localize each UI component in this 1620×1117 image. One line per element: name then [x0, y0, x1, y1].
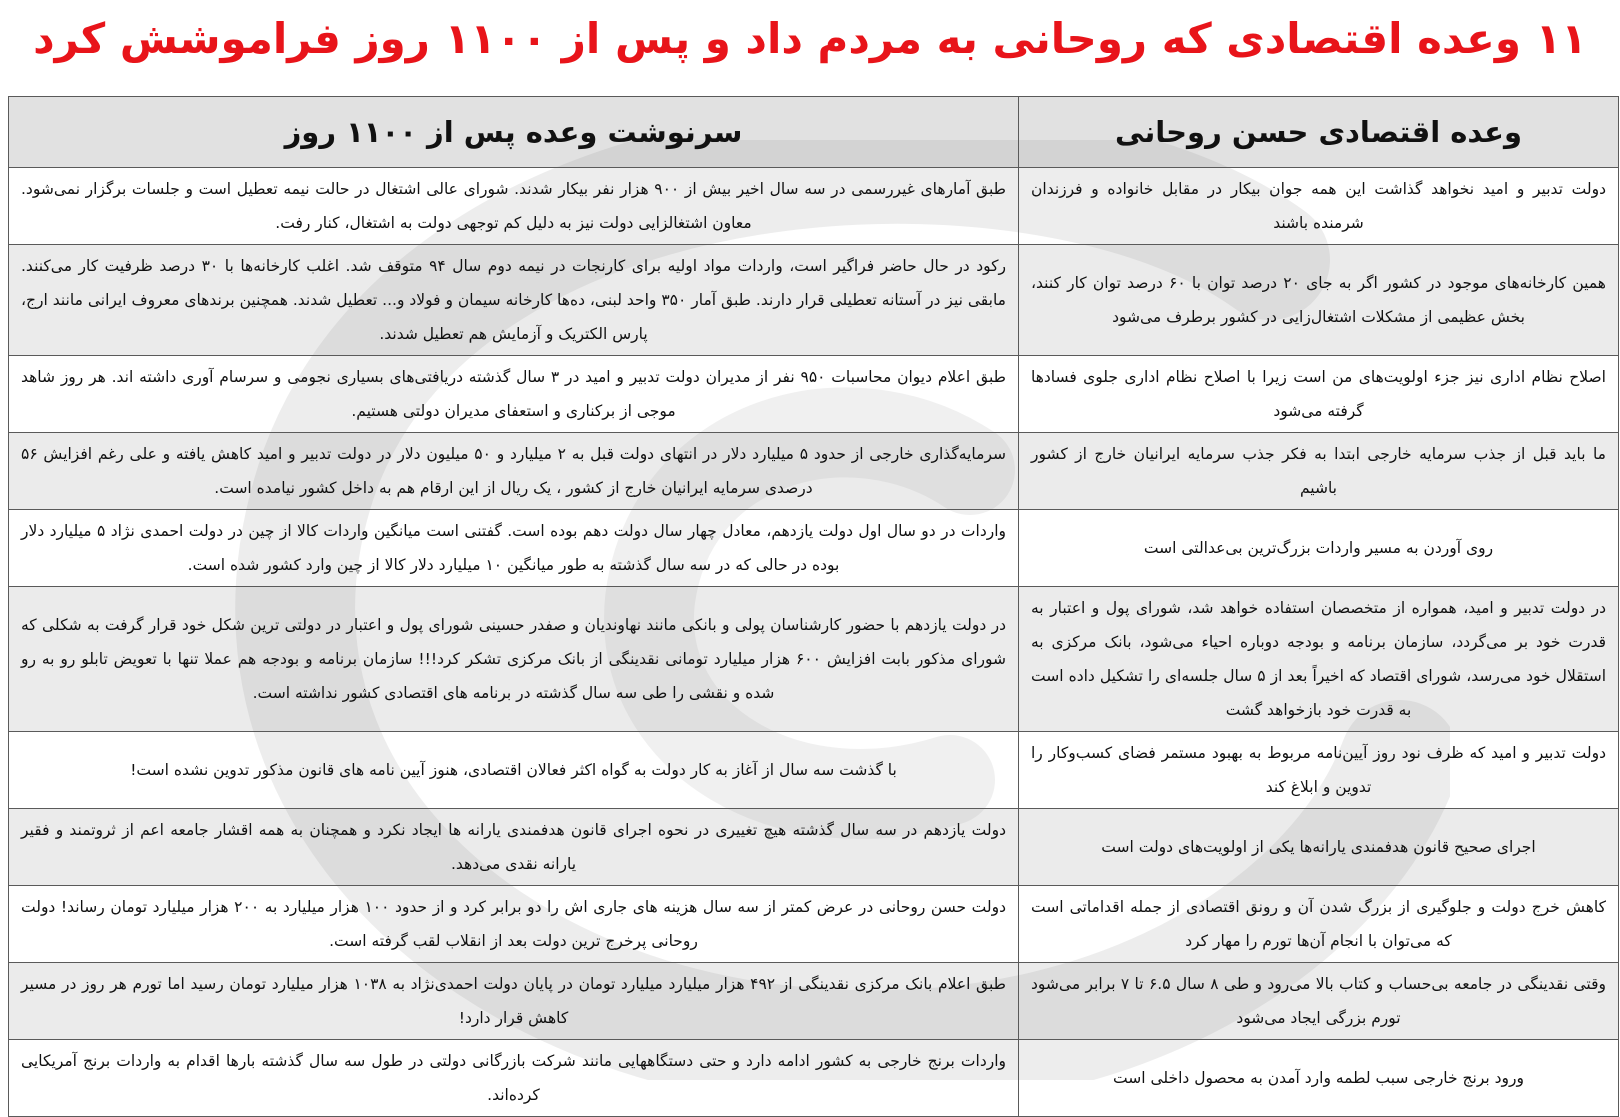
table-row — [9, 886, 1619, 963]
promises-table — [8, 96, 1619, 1117]
table-row — [9, 245, 1619, 356]
promise-cell: اصلاح نظام اداری نیز جزء اولویت‌های من است زیرا با اصلاح نظام اداری جلوی فسادها گرفته می‌شود — [1019, 356, 1619, 433]
table-row — [9, 587, 1619, 732]
table-row — [9, 433, 1619, 510]
promise-cell: در دولت تدبیر و امید، همواره از متخصصان استفاده خواهد شد، شورای پول و اعتبار به قدرت خود بر می‌گردد، سازمان برنامه و بودجه دوباره احیاء می‌شود، بانک مرکزی به استقلال خود می‌رسد، شورای اقتصاد که اخیراً بعد از ۵ سال جلسه‌ای را تشکیل داده است به قدرت خود بازخواهد گشت — [1019, 587, 1619, 732]
promise-cell: روی آوردن به مسیر واردات بزرگ‌ترین بی‌عدالتی است — [1019, 510, 1619, 587]
promise-cell: کاهش خرج دولت و جلوگیری از بزرگ شدن آن و رونق اقتصادی از جمله اقداماتی است که می‌توان با انجام آن‌ها تورم را مهار کرد — [1019, 886, 1619, 963]
promise-cell: دولت تدبیر و امید نخواهد گذاشت این همه جوان بیکار در مقابل خانواده و فرزندان شرمنده باشند — [1019, 168, 1619, 245]
table-row — [9, 168, 1619, 245]
table-row — [9, 356, 1619, 433]
table-row — [9, 732, 1619, 809]
table-row — [9, 809, 1619, 886]
table-row — [9, 510, 1619, 587]
promise-cell: ورود برنج خارجی سبب لطمه وارد آمدن به محصول داخلی است — [1019, 1040, 1619, 1117]
promise-cell: وقتی نقدینگی در جامعه بی‌حساب و کتاب بالا می‌رود و طی ۸ سال ۶.۵ تا ۷ برابر می‌شود تورم بزرگی ایجاد می‌شود — [1019, 963, 1619, 1040]
table-row — [9, 1040, 1619, 1117]
column-header-promise: وعده اقتصادی حسن روحانی — [1019, 97, 1619, 168]
fate-cell: دولت حسن روحانی در عرض کمتر از سه سال هزینه های جاری اش را دو برابر کرد و از حدود ۱۰۰ هزار میلیارد به ۲۰۰ هزار میلیارد تومان رساند! دولت روحانی پرخرج ترین دولت بعد از انقلاب لقب گرفته است. — [9, 886, 1019, 963]
fate-cell: در دولت یازدهم با حضور کارشناسان پولی و بانکی مانند نهاوندیان و صفدر حسینی شورای پول و اعتبار در دولتی ترین شکل خود قرار گرفت به شکلی که شورای مذکور بابت افزایش ۶۰۰ هزار میلیارد تومانی نقدینگی از بانک مرکزی تشکر کرد!!! سازمان برنامه و بودجه هم عملا تنها با تعویض تابلو رو به رو شده و نقشی را طی سه سال گذشته در برنامه های اقتصادی کشور نداشته است. — [9, 587, 1019, 732]
page-title: ۱۱ وعده اقتصادی که روحانی به مردم داد و پس از ۱۱۰۰ روز فراموشش کرد — [33, 14, 1587, 63]
fate-cell: دولت یازدهم در سه سال گذشته هیچ تغییری در نحوه اجرای قانون هدفمندی یارانه ها ایجاد نکرد و همچنان به همه اقشار جامعه اعم از ثروتمند و فقیر یارانه نقدی می‌دهد. — [9, 809, 1019, 886]
fate-cell: طبق اعلام بانک مرکزی نقدینگی از ۴۹۲ هزار میلیارد میلیارد تومان در پایان دولت احمدی‌نژاد به ۱۰۳۸ هزار میلیارد تومان رسید اما تورم هر روز در مسیر کاهش قرار دارد! — [9, 963, 1019, 1040]
fate-cell: واردات در دو سال اول دولت یازدهم، معادل چهار سال دولت دهم بوده است. گفتنی است میانگین واردات کالا از چین در دولت احمدی نژاد ۵ میلیارد دلار بوده در حالی که در سه سال گذشته به طور میانگین ۱۰ میلیارد دلار کالا از چین وارد کشور شده است. — [9, 510, 1019, 587]
promise-cell: دولت تدبیر و امید که ظرف نود روز آیین‌نامه مربوط به بهبود مستمر فضای کسب‌وکار را تدوین و ابلاغ کند — [1019, 732, 1619, 809]
fate-cell: طبق آمارهای غیررسمی در سه سال اخیر بیش از ۹۰۰ هزار نفر بیکار شدند. شورای عالی اشتغال در حالت نیمه تعطیل است و جلسات برگزار نمی‌شود. معاون اشتغالزایی دولت نیز به دلیل کم توجهی دولت به اشتغال، کنار رفت. — [9, 168, 1019, 245]
promise-cell: همین کارخانه‌های موجود در کشور اگر به جای ۲۰ درصد توان با ۶۰ درصد توان کار کنند، بخش عظیمی از مشکلات اشتغال‌زایی در کشور برطرف می‌شود — [1019, 245, 1619, 356]
table-header-row — [9, 97, 1619, 168]
fate-cell: رکود در حال حاضر فراگیر است، واردات مواد اولیه برای کارنجات در نیمه دوم سال ۹۴ متوقف شد. اغلب کارخانه‌ها با ۳۰ درصد ظرفیت کار می‌کنند. مابقی نیز در آستانه تعطیلی قرار دارند. طبق آمار ۳۵۰ واحد لبنی، ده‌ها کارخانه سیمان و فولاد و... تعطیل شدند. همچنین برندهای معروف ایرانی مانند ارج، پارس الکتریک و آزمایش هم تعطیل شدند. — [9, 245, 1019, 356]
table-row — [9, 963, 1619, 1040]
column-header-fate: سرنوشت وعده پس از ۱۱۰۰ روز — [9, 97, 1019, 168]
promise-cell: ما باید قبل از جذب سرمایه خارجی ابتدا به فکر جذب سرمایه ایرانیان خارج از کشور باشیم — [1019, 433, 1619, 510]
promise-cell: اجرای صحیح قانون هدفمندی یارانه‌ها یکی از اولویت‌های دولت است — [1019, 809, 1619, 886]
fate-cell: واردات برنج خارجی به کشور ادامه دارد و حتی دستگاههایی مانند شرکت بازرگانی دولتی در طول سه سال گذشته بارها اقدام به واردات برنج آمریکایی کرده‌اند. — [9, 1040, 1019, 1117]
fate-cell: طبق اعلام دیوان محاسبات ۹۵۰ نفر از مدیران دولت تدبیر و امید در ۳ سال گذشته دریافتی‌های بسیاری نجومی و سرسام آوری داشته اند. هر روز شاهد موجی از برکناری و استعفای مدیران دولتی هستیم. — [9, 356, 1019, 433]
fate-cell: سرمایه‌گذاری خارجی از حدود ۵ میلیارد دلار در انتهای دولت قبل به ۲ میلیارد و ۵۰ میلیون دلار در دولت تدبیر و امید کاهش یافته و علی رغم افزایش ۵۶ درصدی سرمایه ایرانیان خارج از کشور ، یک ریال از این ارقام هم به داخل کشور نیامده است. — [9, 433, 1019, 510]
fate-cell: با گذشت سه سال از آغاز به کار دولت به گواه اکثر فعالان اقتصادی، هنوز آیین نامه های قانون مذکور تدوین نشده است! — [9, 732, 1019, 809]
